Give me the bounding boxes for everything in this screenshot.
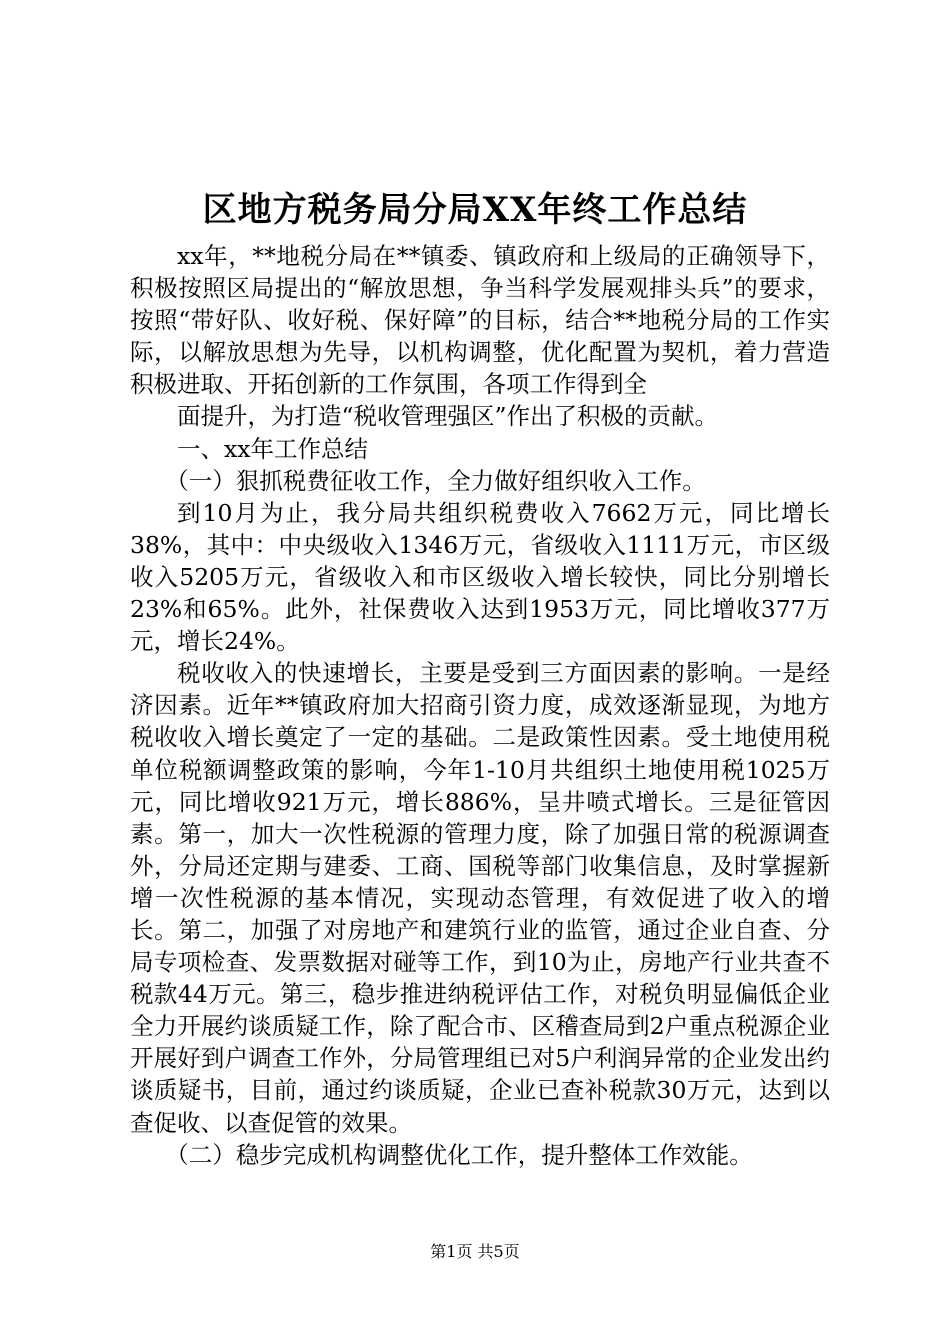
paragraph-intro-continued: 面提升，为打造“税收管理强区”作出了积极的贡献。: [177, 402, 719, 431]
subsection-heading-2: （二）稳步完成机构调整优化工作，提升整体工作效能。: [165, 1140, 753, 1169]
paragraph-factors: 税收收入的快速增长，主要是受到三方面因素的影响。一是经济因素。近年**镇政府加大招商引资力度，成效逐渐显现，为地方税收收入增长奠定了一定的基础。二是政策性因素。受土地使用税单位税额调整政策的影响，今年1-10月共组织土地使用税1025万元，同比增收921万元，增长886%，呈井喷式增长。三是征管因素。第一，加大一次性税源的管理力度，除了加强日常的税源调查外，分局还定期与建委、工商、国税等部门收集信息，及时掌握新增一次性税源的基本情况，实现动态管理，有效促进了收入的增长。第二，加强了对房地产和建筑行业的监管，通过企业自查、分局专项检查、发票数据对碰等工作，到10为止，房地产行业共查不税款44万元。第三，稳步推进纳税评估工作，对税负明显偏低企业全力开展约谈质疑工作，除了配合市、区稽查局到2户重点税源企业开展好到户调查工作外，分局管理组已对5户利润异常的企业发出约谈质疑书，目前，通过约谈质疑，企业已查补税款30万元，达到以查促收、以查促管的效果。: [130, 659, 830, 1137]
page-footer: 第1页 共5页: [430, 1242, 520, 1261]
document-body: [130, 240, 830, 1171]
section-heading: 一、xx年工作总结: [177, 434, 369, 463]
document-title: 区地方税务局分局XX年终工作总结: [202, 190, 748, 230]
paragraph-intro: xx年，**地税分局在**镇委、镇政府和上级局的正确领导下，积极按照区局提出的“解放思想，争当科学发展观排头兵”的要求，按照“带好队、收好税、保好障”的目标，结合**地税分局的工作实际，以解放思想为先导，以机构调整，优化配置为契机，着力营造积极进取、开拓创新的工作氛围，各项工作得到全: [130, 242, 830, 399]
subsection-heading-1: （一）狠抓税费征收工作，全力做好组织收入工作。: [165, 466, 706, 495]
paragraph-revenue: 到10月为止，我分局共组织税费收入7662万元，同比增长38%，其中：中央级收入1346万元，省级收入1111万元，市区级收入5205万元，省级收入和市区级收入增长较快，同比分别增长23%和65%。此外，社保费收入达到1953万元，同比增收377万元，增长24%。: [130, 498, 830, 656]
